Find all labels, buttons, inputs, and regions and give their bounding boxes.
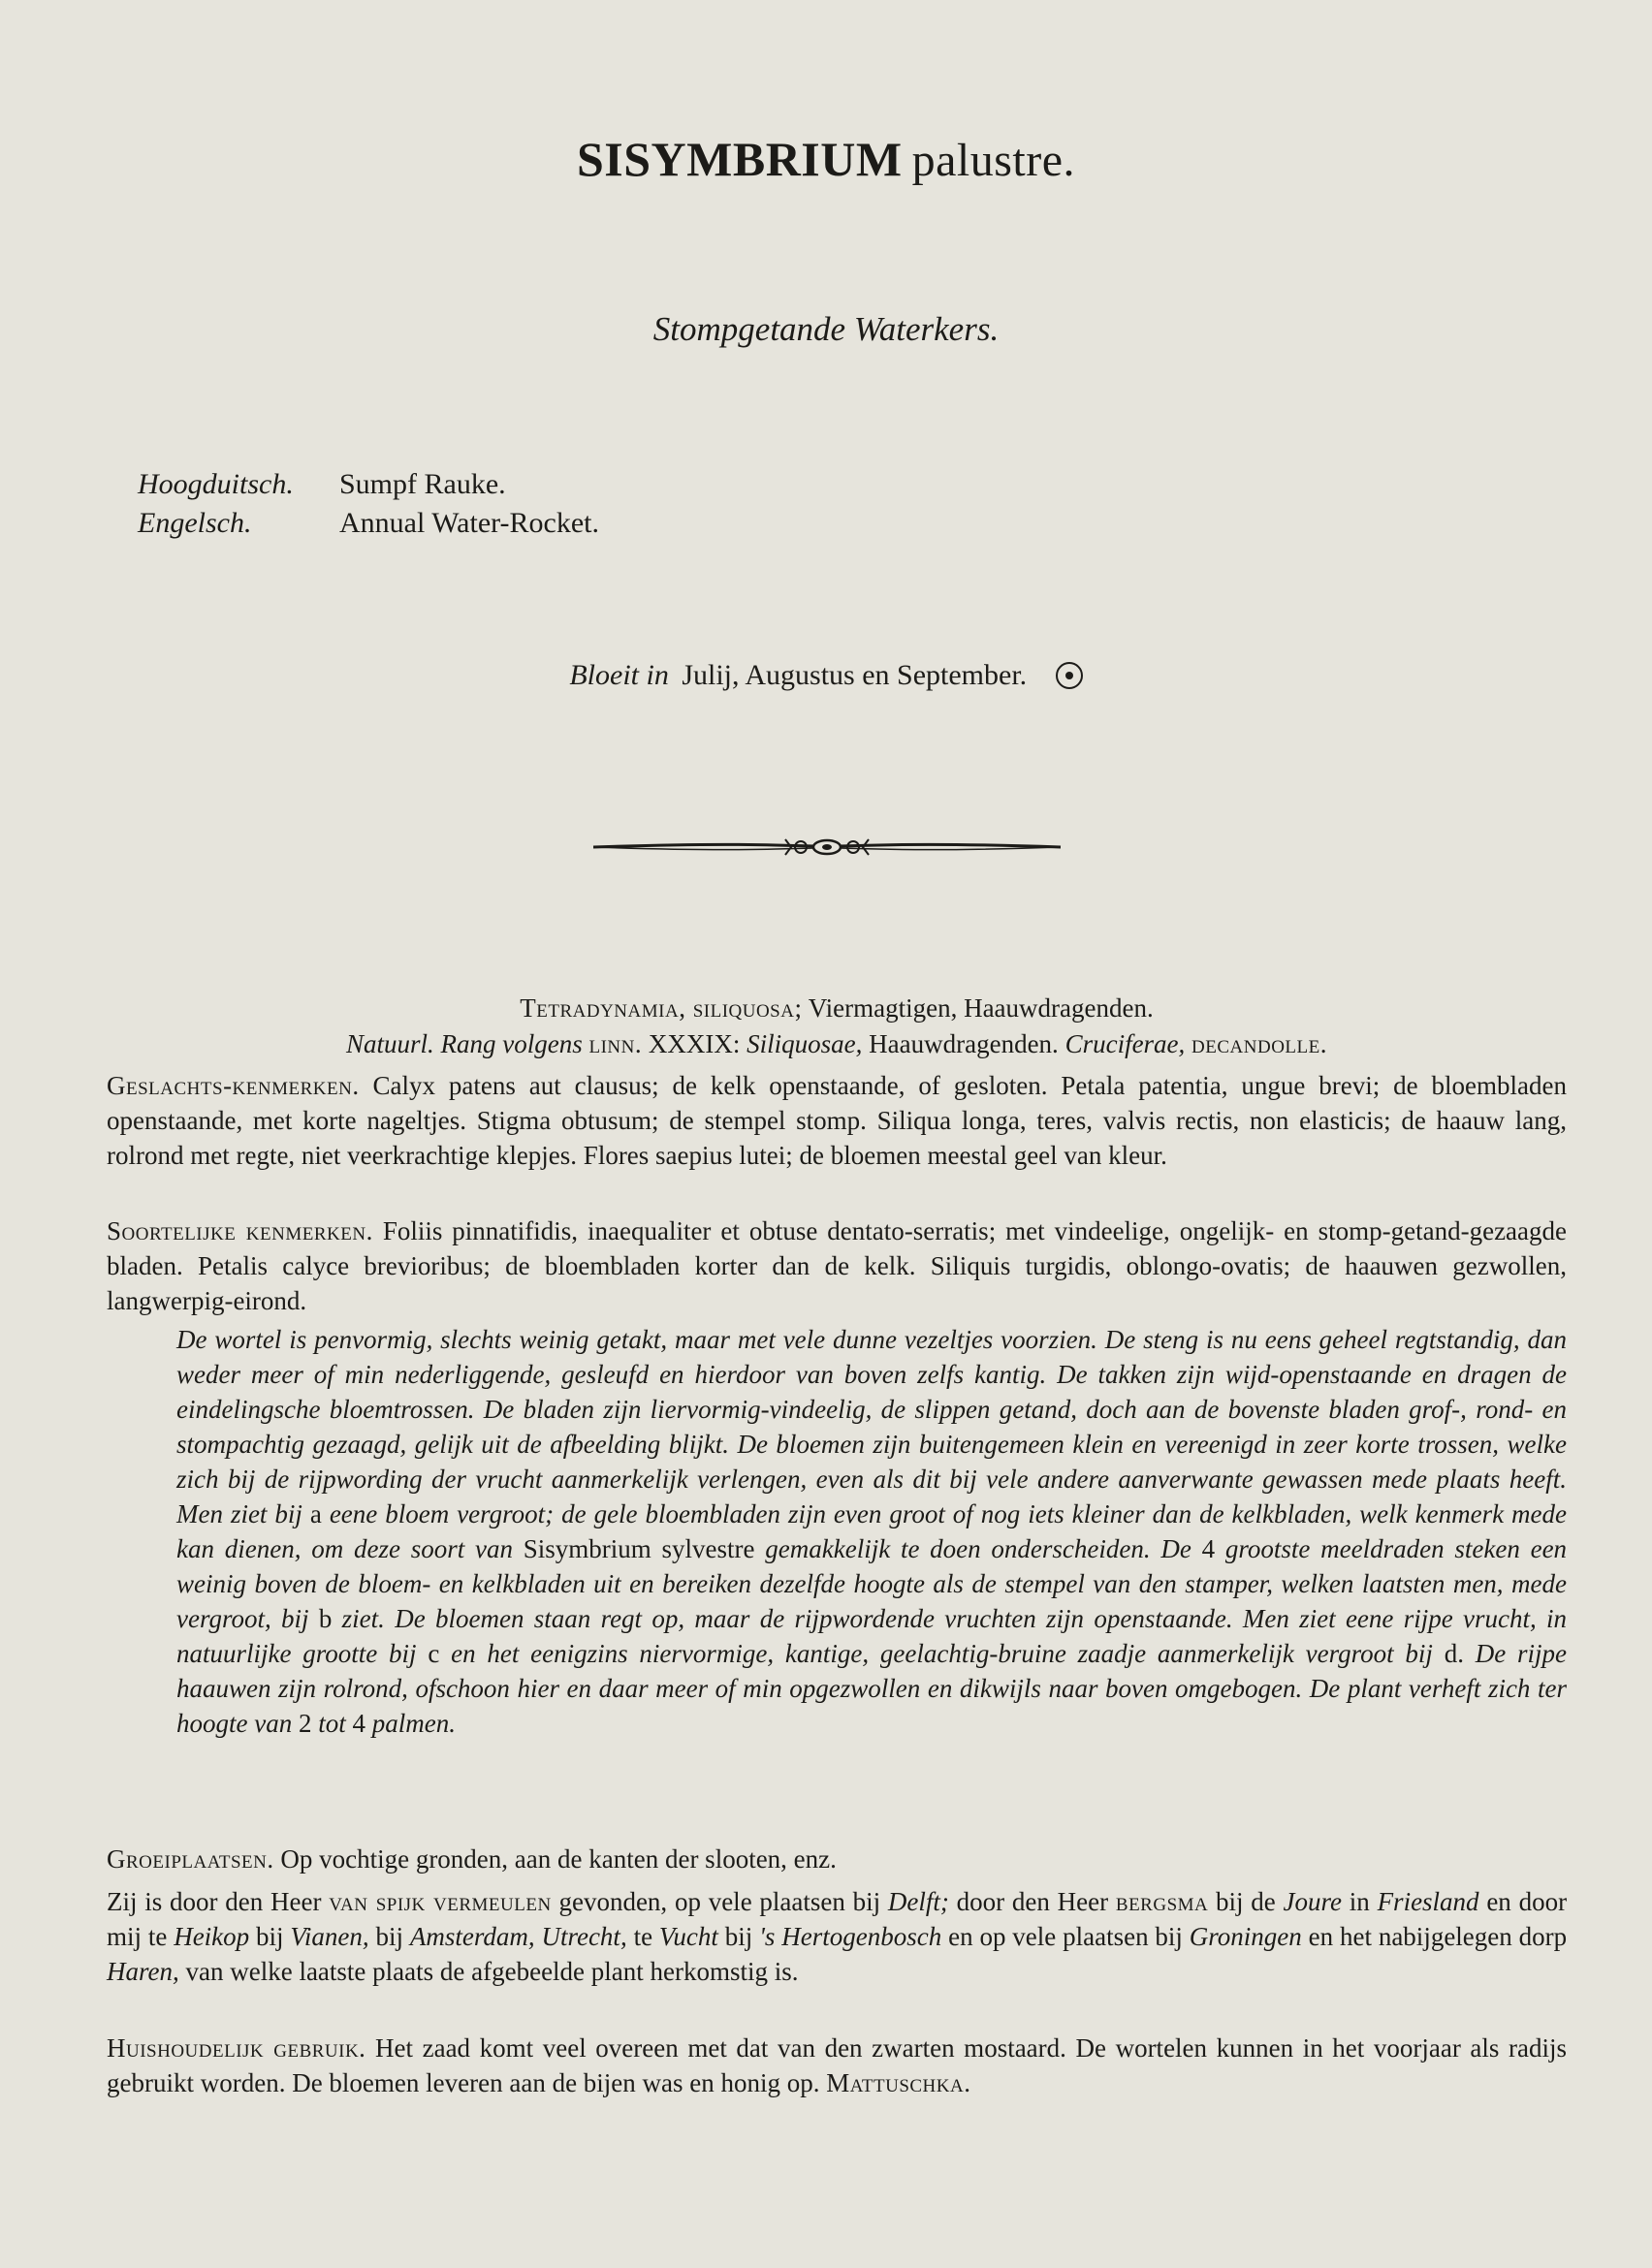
bloom-months: Julij, Augustus en September. xyxy=(682,659,1028,691)
number: 4 xyxy=(352,1709,365,1738)
number: 4 xyxy=(1201,1534,1216,1563)
desc-text: ziet. De bloemen staan regt op, maar de rijpwordende vruchten zijn openstaande. Men ziet eene rijpe vrucht, in natuurlijke grootte bij xyxy=(176,1604,1568,1668)
place-name: Vianen, xyxy=(290,1922,369,1951)
classis-dutch: Viermagtigen, Haauwdragenden. xyxy=(808,993,1154,1023)
desc-text: grootste meeldraden steken een weinig boven de bloem- en kelkbladen uit en bereiken dezelfde hoogte als de stempel van den stamper, welken laatsten men, mede vergroot, bij xyxy=(176,1534,1568,1633)
place-name: 's Hertogenbosch xyxy=(759,1922,942,1951)
classis-latin: Tetradynamia, siliquosa; xyxy=(520,993,803,1023)
page-title xyxy=(0,131,1652,187)
loc-text: bij xyxy=(375,1922,404,1951)
vernacular-name: Sumpf Rauke. xyxy=(339,468,506,500)
vernacular-german xyxy=(138,468,506,501)
rang-family: Cruciferae, xyxy=(1064,1029,1186,1058)
vernacular-lang: Hoogduitsch. xyxy=(138,468,294,500)
rang-number: XXXIX: xyxy=(648,1029,741,1058)
desc-text: gemakkelijk te doen onderscheiden. De xyxy=(765,1534,1191,1563)
author-reference: Mattuschka. xyxy=(826,2068,971,2097)
species-ref: Sisymbrium sylvestre xyxy=(523,1534,755,1563)
place-name: Heikop xyxy=(174,1922,250,1951)
figure-ref: b xyxy=(318,1604,333,1633)
classification-line xyxy=(107,991,1567,1025)
rang-order: Siliquosae, xyxy=(747,1029,863,1058)
figure-ref: d. xyxy=(1444,1639,1464,1668)
figure-ref: a xyxy=(309,1499,322,1528)
place-name: Friesland xyxy=(1377,1887,1479,1916)
common-name: Stompgetande Waterkers. xyxy=(652,310,1000,348)
vernacular-name: Annual Water-Rocket. xyxy=(339,507,600,539)
rang-order-dutch: Haauwdragenden. xyxy=(869,1029,1059,1058)
bloom-period xyxy=(0,659,1652,692)
section-text: Op vochtige gronden, aan de kanten der slooten, enz. xyxy=(280,1844,837,1874)
loc-text: Zij is door den Heer xyxy=(107,1887,322,1916)
ornament-divider-icon xyxy=(591,832,1063,863)
section-text: Foliis pinnatifidis, inaequaliter et obtuse dentato-serratis; met vindeelige, ongelijk- en stomp-getand-gezaagde bladen. Petalis calyce brevioribus; de bloembladen korter dan de kelk. Siliquis turgidis, oblongo-ovatis; de haauwen gezwollen, langwerpig-eirond. xyxy=(107,1216,1568,1315)
bloom-prefix: Bloeit in xyxy=(569,659,669,691)
loc-text: bij xyxy=(256,1922,284,1951)
circle-dot-icon xyxy=(1056,662,1083,689)
desc-text: De rijpe haauwen zijn rolrond, ofschoon hier en daar meer of min opgezwollen en dikwijls naar boven omgebogen. De plant verheft zich ter hoogte van xyxy=(176,1639,1568,1738)
habitat xyxy=(107,1842,1567,1876)
rang-family-author: decandolle. xyxy=(1191,1029,1327,1058)
loc-text: van welke laatste plaats de afgebeelde plant herkomstig is. xyxy=(185,1957,799,1986)
desc-text: tot xyxy=(318,1709,346,1738)
place-name: Amsterdam, Utrecht, xyxy=(409,1922,627,1951)
rang-author: linn. xyxy=(588,1029,643,1058)
loc-text: en op vele plaatsen bij xyxy=(948,1922,1183,1951)
loc-text: in xyxy=(1349,1887,1370,1916)
title-species: palustre. xyxy=(911,135,1076,186)
loc-text: bij xyxy=(724,1922,753,1951)
place-name: Delft; xyxy=(887,1887,949,1916)
loc-text: bij de xyxy=(1216,1887,1276,1916)
vernacular-lang: Engelsch. xyxy=(138,507,252,539)
natural-rank-line xyxy=(107,1026,1567,1061)
place-name: Vucht xyxy=(658,1922,718,1951)
place-name: Groningen xyxy=(1189,1922,1302,1951)
title-genus: SISYMBRIUM xyxy=(576,132,903,186)
place-name: Joure xyxy=(1283,1887,1343,1916)
person-name: bergsma xyxy=(1115,1887,1209,1916)
section-heading: Groeiplaatsen. xyxy=(107,1844,274,1874)
loc-text: door den Heer xyxy=(956,1887,1109,1916)
desc-text: eene bloem vergroot; de gele bloembladen zijn even groot of nog iets kleiner dan de kelkbladen, welk kenmerk mede kan dienen, om deze soort van xyxy=(176,1499,1567,1563)
section-heading: Geslachts-kenmerken. xyxy=(107,1071,360,1100)
section-text: Het zaad komt veel overeen met dat van den zwarten mostaard. De wortelen kunnen in het voorjaar als radijs gebruikt worden. De bloemen leveren aan de bijen was en honig op. xyxy=(107,2033,1567,2097)
vernacular-english xyxy=(138,507,599,540)
number: 2 xyxy=(298,1709,312,1738)
desc-text: en het eenigzins niervormige, kantige, geelachtig-bruine zaadje aanmerkelijk vergroot bij xyxy=(451,1639,1433,1668)
loc-text: te xyxy=(633,1922,653,1951)
section-text: Calyx patens aut clausus; de kelk openstaande, of gesloten. Petala patentia, ungue brevi; de bloembladen openstaande, met korte nageltjes. Stigma obtusum; de stempel stomp. Siliqua longa, teres, valvis rectis, non elasticis; de haauw lang, rolrond met regte, niet veerkrachtige klepjes. Flores saepius lutei; de bloemen meestal geel van kleur. xyxy=(107,1071,1568,1170)
species-characters xyxy=(107,1213,1567,1318)
section-heading: Soortelijke kenmerken. xyxy=(107,1216,373,1245)
rang-label: Natuurl. Rang volgens xyxy=(346,1029,583,1058)
loc-text: gevonden, op vele plaatsen bij xyxy=(558,1887,881,1916)
plant-description xyxy=(107,1322,1567,1741)
place-name: Haren, xyxy=(107,1957,179,1986)
locations xyxy=(107,1884,1567,1989)
household-use xyxy=(107,2031,1567,2100)
loc-text: en door mij te xyxy=(107,1887,1568,1951)
figure-ref: c xyxy=(428,1639,440,1668)
desc-text: De wortel is penvormig, slechts weinig getakt, maar met vele dunne vezeltjes voorzien. De steng is nu eens geheel regtstandig, dan weder meer of min nederliggende, gesleufd en hierdoor van boven zelfs kantig. De takken zijn wijd-openstaande en dragen de eindelingsche bloemtrossen. De bladen zijn liervormig-vindeelig, de slippen getand, doch aan de bovenste bladen grof-, rond- en stompachtig gezaagd, gelijk uit de afbeelding blijkt. De bloemen zijn buitengemeen klein en vereenigd in zeer korte trossen, welke zich bij de rijpwording der vrucht aanmerkelijk verlengen, even als dit bij vele andere aanverwante gewassen mede plaats heeft. Men ziet bij xyxy=(176,1325,1567,1528)
genus-characters xyxy=(107,1068,1567,1173)
person-name: van spijk vermeulen xyxy=(329,1887,552,1916)
section-heading: Huishoudelijk gebruik. xyxy=(107,2033,366,2063)
loc-text: en het nabijgelegen dorp xyxy=(1308,1922,1568,1951)
desc-text: palmen. xyxy=(371,1709,456,1738)
